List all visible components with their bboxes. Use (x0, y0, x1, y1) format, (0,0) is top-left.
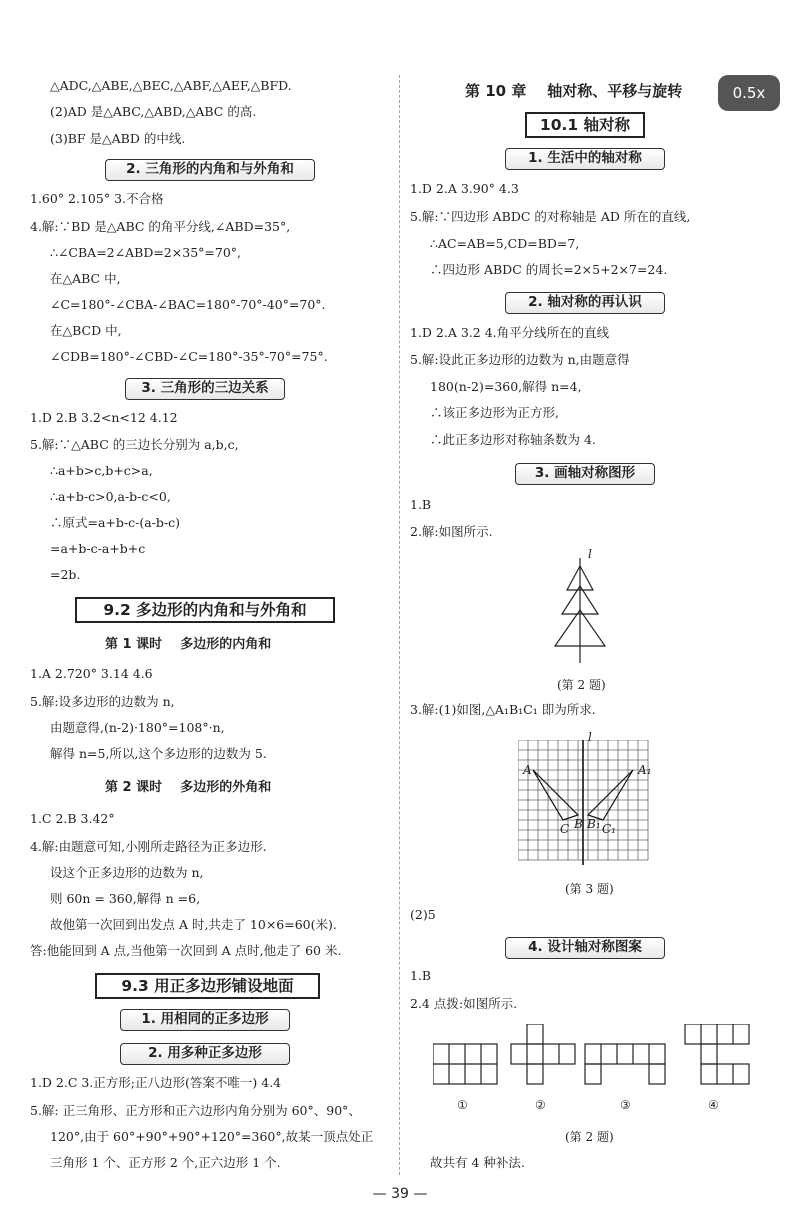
net-2 (511, 1024, 575, 1084)
answer-line: ∴AC=AB=5,CD=BD=7, (430, 236, 580, 251)
answer-line: 4.解:∵BD 是△ABC 的角平分线,∠ABD=35°, (30, 219, 291, 234)
lesson-title: 第 1 课时 多边形的内角和 (105, 637, 272, 652)
answer-line: 180(n-2)=360,解得 n=4, (430, 379, 582, 394)
section-title: 1. 生活中的轴对称 (505, 148, 665, 170)
answer-line: 1.B (410, 968, 432, 983)
answer-line: 设这个正多边形的边数为 n, (50, 865, 204, 880)
vertex-label: C₁ (602, 822, 616, 836)
zoom-badge[interactable]: 0.5x (718, 75, 780, 111)
answer-line: ∴∠CBA=2∠ABD=2×35°=70°, (50, 245, 241, 260)
answer-line: ∠CDB=180°-∠CBD-∠C=180°-35°-70°=75°. (50, 349, 328, 364)
section-title: 2. 用多种正多边形 (120, 1043, 290, 1065)
figure-caption: (第 3 题) (565, 882, 614, 896)
vertex-label: B₁ (587, 817, 601, 831)
answer-line: 答:他能回到 A 点,当他第一次回到 A 点时,他走了 60 米. (30, 943, 342, 958)
page-number: — 39 — (372, 1186, 428, 1202)
answer-line: 5.解: 正三角形、正方形和正六边形内角分别为 60°、90°、 (30, 1103, 361, 1118)
net-number: ② (535, 1098, 546, 1112)
answer-line: ∴四边形 ABDC 的周长=2×5+2×7=24. (430, 262, 668, 277)
section-heading: 9.3 用正多边形铺设地面 (95, 973, 320, 999)
answer-line: 故他第一次回到出发点 A 时,共走了 10×6=60(米). (50, 917, 337, 932)
net-number: ① (457, 1098, 468, 1112)
answer-line: 故共有 4 种补法. (430, 1155, 525, 1170)
answer-line: 5.解:∵四边形 ABDC 的对称轴是 AD 所在的直线, (410, 209, 691, 224)
answer-line: 2.解:如图所示. (410, 524, 493, 539)
column-divider (399, 75, 400, 1175)
answer-line: (2)AD 是△ABC,△ABD,△ABC 的高. (50, 104, 257, 119)
answer-line: 1.C 2.B 3.42° (30, 811, 115, 826)
section-title: 2. 三角形的内角和与外角和 (105, 159, 315, 181)
answer-line: 在△ABC 中, (50, 271, 121, 286)
vertex-label: A (523, 763, 532, 777)
answer-line: 3.解:(1)如图,△A₁B₁C₁ 即为所求. (410, 702, 596, 717)
answer-line: △ADC,△ABE,△BEC,△ABF,△AEF,△BFD. (50, 78, 292, 93)
net-3 (585, 1044, 665, 1084)
section-title: 1. 用相同的正多边形 (120, 1009, 290, 1031)
answer-line: 2.4 点拨:如图所示. (410, 996, 518, 1011)
answer-line: 120°,由于 60°+90°+90°+120°=360°,故某一顶点处正 (50, 1129, 374, 1144)
figure-caption: (第 2 题) (557, 678, 606, 692)
section-title: 4. 设计轴对称图案 (505, 937, 665, 959)
answer-line: 5.解:设多边形的边数为 n, (30, 694, 175, 709)
answer-line: 4.解:由题意可知,小刚所走路径为正多边形. (30, 839, 267, 854)
triangle-a1b1c1 (588, 770, 633, 820)
vertex-label: B (574, 817, 583, 831)
figure-caption: (第 2 题) (565, 1130, 614, 1144)
net-1 (433, 1044, 497, 1084)
answer-line: 由题意得,(n-2)·180°=108°·n, (50, 720, 225, 735)
answer-line: ∴此正多边形对称轴条数为 4. (430, 432, 596, 447)
answer-line: =2b. (50, 567, 81, 582)
answer-line: 1.D 2.A 3.90° 4.3 (410, 181, 519, 196)
answer-line: 1.D 2.B 3.2<n<12 4.12 (30, 410, 178, 425)
net-4 (685, 1024, 749, 1084)
cube-nets-figure (433, 1024, 773, 1094)
section-heading: 9.2 多边形的内角和与外角和 (75, 597, 335, 623)
answer-line: 解得 n=5,所以,这个多边形的边数为 5. (50, 746, 267, 761)
answer-line: ∴a+b-c>0,a-b-c<0, (50, 489, 171, 504)
answer-line: ∴该正多边形为正方形, (430, 405, 559, 420)
answer-line: (2)5 (410, 907, 436, 922)
answer-line: (3)BF 是△ABD 的中线. (50, 131, 186, 146)
tree-figure (545, 548, 615, 668)
answer-line: 1.60° 2.105° 3.不合格 (30, 191, 164, 206)
section-title: 3. 三角形的三边关系 (125, 378, 285, 400)
lesson-title: 第 2 课时 多边形的外角和 (105, 780, 272, 795)
answer-line: 则 60n = 360,解得 n =6, (50, 891, 201, 906)
answer-line: 5.解:∵△ABC 的三边长分别为 a,b,c, (30, 437, 239, 452)
chapter-title: 第 10 章 轴对称、平移与旋转 (465, 82, 683, 100)
answer-line: ∴a+b>c,b+c>a, (50, 463, 153, 478)
answer-line: 1.D 2.A 3.2 4.角平分线所在的直线 (410, 325, 610, 340)
answer-line: 5.解:设此正多边形的边数为 n,由题意得 (410, 352, 630, 367)
section-title: 2. 轴对称的再认识 (505, 292, 665, 314)
axis-label: l (588, 547, 592, 561)
answer-line: 1.D 2.C 3.正方形;正八边形(答案不唯一) 4.4 (30, 1075, 282, 1090)
vertex-label: A₁ (638, 763, 652, 777)
net-number: ④ (708, 1098, 719, 1112)
answer-line: 在△BCD 中, (50, 323, 122, 338)
axis-label: l (588, 730, 592, 744)
answer-line: ∠C=180°-∠CBA-∠BAC=180°-70°-40°=70°. (50, 297, 326, 312)
section-heading: 10.1 轴对称 (525, 112, 645, 138)
vertex-label: C (560, 822, 570, 836)
answer-line: 1.A 2.720° 3.14 4.6 (30, 666, 153, 681)
answer-line: 三角形 1 个、正方形 2 个,正六边形 1 个. (50, 1155, 281, 1170)
triangle-abc (533, 770, 578, 820)
net-number: ③ (620, 1098, 631, 1112)
answer-line: =a+b-c-a+b+c (50, 541, 146, 556)
answer-line: 1.B (410, 497, 432, 512)
answer-line: ∴原式=a+b-c-(a-b-c) (50, 515, 181, 530)
section-title: 3. 画轴对称图形 (515, 463, 655, 485)
grid-figure (518, 740, 653, 865)
